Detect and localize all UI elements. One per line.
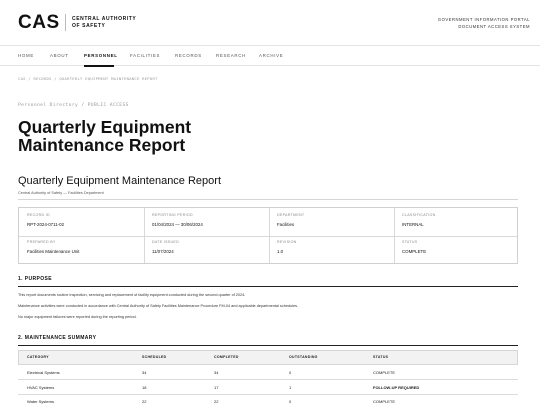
page-title xyxy=(18,118,318,154)
cell-status-flagged: FOLLOW-UP REQUIRED xyxy=(373,385,420,390)
meta-value-date-issued: 11/07/2024 xyxy=(152,249,174,254)
meta-value-prepared-by: Facilities Maintenance Unit xyxy=(27,249,80,254)
column-header-outstanding[interactable]: OUTSTANDING xyxy=(289,355,318,359)
section-rule xyxy=(18,345,518,346)
cell-category: HVAC Systems xyxy=(27,385,55,390)
metadata-column-divider xyxy=(269,208,270,263)
nav-facilities[interactable]: FACILITIES xyxy=(130,53,161,58)
purpose-paragraph: This report documents routine inspection, servicing and replacement of facility equipment conducted during the second quarter of 2024. xyxy=(18,293,246,297)
nav-personnel[interactable]: PERSONNEL xyxy=(84,53,118,58)
metadata-column-divider xyxy=(144,208,145,263)
nav-about[interactable]: ABOUT xyxy=(50,53,69,58)
meta-label-status: STATUS xyxy=(402,240,418,244)
cell-status: COMPLETE xyxy=(373,370,396,375)
meta-label-date-issued: DATE ISSUED xyxy=(152,240,179,244)
section-rule xyxy=(18,286,518,287)
meta-value-status: COMPLETE xyxy=(402,249,427,254)
breadcrumb[interactable]: CAS / RECORDS / QUARTERLY EQUIPMENT MAINTENANCE REPORT xyxy=(18,76,158,81)
meta-value-revision: 1.0 xyxy=(277,249,284,254)
section-heading-summary: 2. MAINTENANCE SUMMARY xyxy=(18,335,97,341)
column-header-status[interactable]: STATUS xyxy=(373,355,389,359)
purpose-paragraph: Maintenance activities were conducted in accordance with Central Authority of Safety Facilities Maintenance Procedure FM-04 and applicable departmental schedules. xyxy=(18,304,299,308)
agency-logo[interactable]: CAS xyxy=(18,12,60,33)
cell-category: Water Systems xyxy=(27,399,54,404)
meta-label-classification: CLASSIFICATION xyxy=(402,213,436,217)
portal-label-line1: GOVERNMENT INFORMATION PORTAL xyxy=(437,17,530,22)
logo-divider xyxy=(65,14,66,31)
meta-value-record-id: RPT-2024-0711-02 xyxy=(27,222,65,227)
nav-active-indicator xyxy=(84,65,114,67)
cell-category: Electrical Systems xyxy=(27,370,60,375)
nav-home[interactable]: HOME xyxy=(18,53,34,58)
record-metadata xyxy=(18,207,518,264)
site-header xyxy=(0,0,540,46)
cell-outstanding: 0 xyxy=(289,399,292,404)
cell-outstanding: 1 xyxy=(289,385,292,390)
meta-label-prepared-by: PREPARED BY xyxy=(27,240,56,244)
column-header-category[interactable]: CATEGORY xyxy=(27,355,49,359)
meta-label-reporting-period: REPORTING PERIOD xyxy=(152,213,193,217)
title-divider xyxy=(18,199,518,200)
meta-value-department: Facilities xyxy=(277,222,295,227)
column-header-scheduled[interactable]: SCHEDULED xyxy=(142,355,167,359)
meta-label-record-id: RECORD ID xyxy=(27,213,50,217)
meta-value-reporting-period: 01/04/2024 — 30/06/2024 xyxy=(152,222,203,227)
portal-label-line2: DOCUMENT ACCESS SYSTEM xyxy=(458,23,530,29)
nav-research[interactable]: RESEARCH xyxy=(216,53,246,58)
table-row-divider xyxy=(18,394,518,395)
page-kicker: Personnel Directory / PUBLIC ACCESS xyxy=(18,103,129,108)
nav-archive[interactable]: ARCHIVE xyxy=(259,53,284,58)
cell-completed: 34 xyxy=(214,370,219,375)
document-title: Quarterly Equipment Maintenance Report xyxy=(18,175,221,187)
meta-value-classification: INTERNAL xyxy=(402,222,424,227)
cell-completed: 17 xyxy=(214,385,219,390)
nav-records[interactable]: RECORDS xyxy=(175,53,202,58)
metadata-column-divider xyxy=(394,208,395,263)
agency-name xyxy=(72,16,136,30)
agency-name-line1: CENTRAL AUTHORITY xyxy=(72,16,137,22)
metadata-row-divider xyxy=(19,236,517,237)
cell-status: COMPLETE xyxy=(373,399,396,404)
cell-scheduled: 18 xyxy=(142,385,147,390)
main-nav xyxy=(0,46,540,66)
table-row-divider xyxy=(18,379,518,380)
purpose-paragraph: No major equipment failures were reported during the reporting period. xyxy=(18,315,137,319)
column-header-completed[interactable]: COMPLETED xyxy=(214,355,239,359)
agency-name-line2: OF SAFETY xyxy=(72,23,106,29)
page-title-line1: Quarterly Equipment xyxy=(18,117,192,137)
page-title-line2: Maintenance Report xyxy=(18,135,186,155)
cell-scheduled: 34 xyxy=(142,370,147,375)
meta-label-revision: REVISION xyxy=(277,240,297,244)
cell-scheduled: 22 xyxy=(142,399,147,404)
meta-label-department: DEPARTMENT xyxy=(277,213,305,217)
section-heading-purpose: 1. PURPOSE xyxy=(18,276,53,282)
table-header xyxy=(18,350,518,365)
cell-completed: 22 xyxy=(214,399,219,404)
cell-outstanding: 0 xyxy=(289,370,292,375)
portal-label xyxy=(438,17,530,30)
document-organization: Central Authority of Safety — Facilities Department xyxy=(18,191,104,195)
